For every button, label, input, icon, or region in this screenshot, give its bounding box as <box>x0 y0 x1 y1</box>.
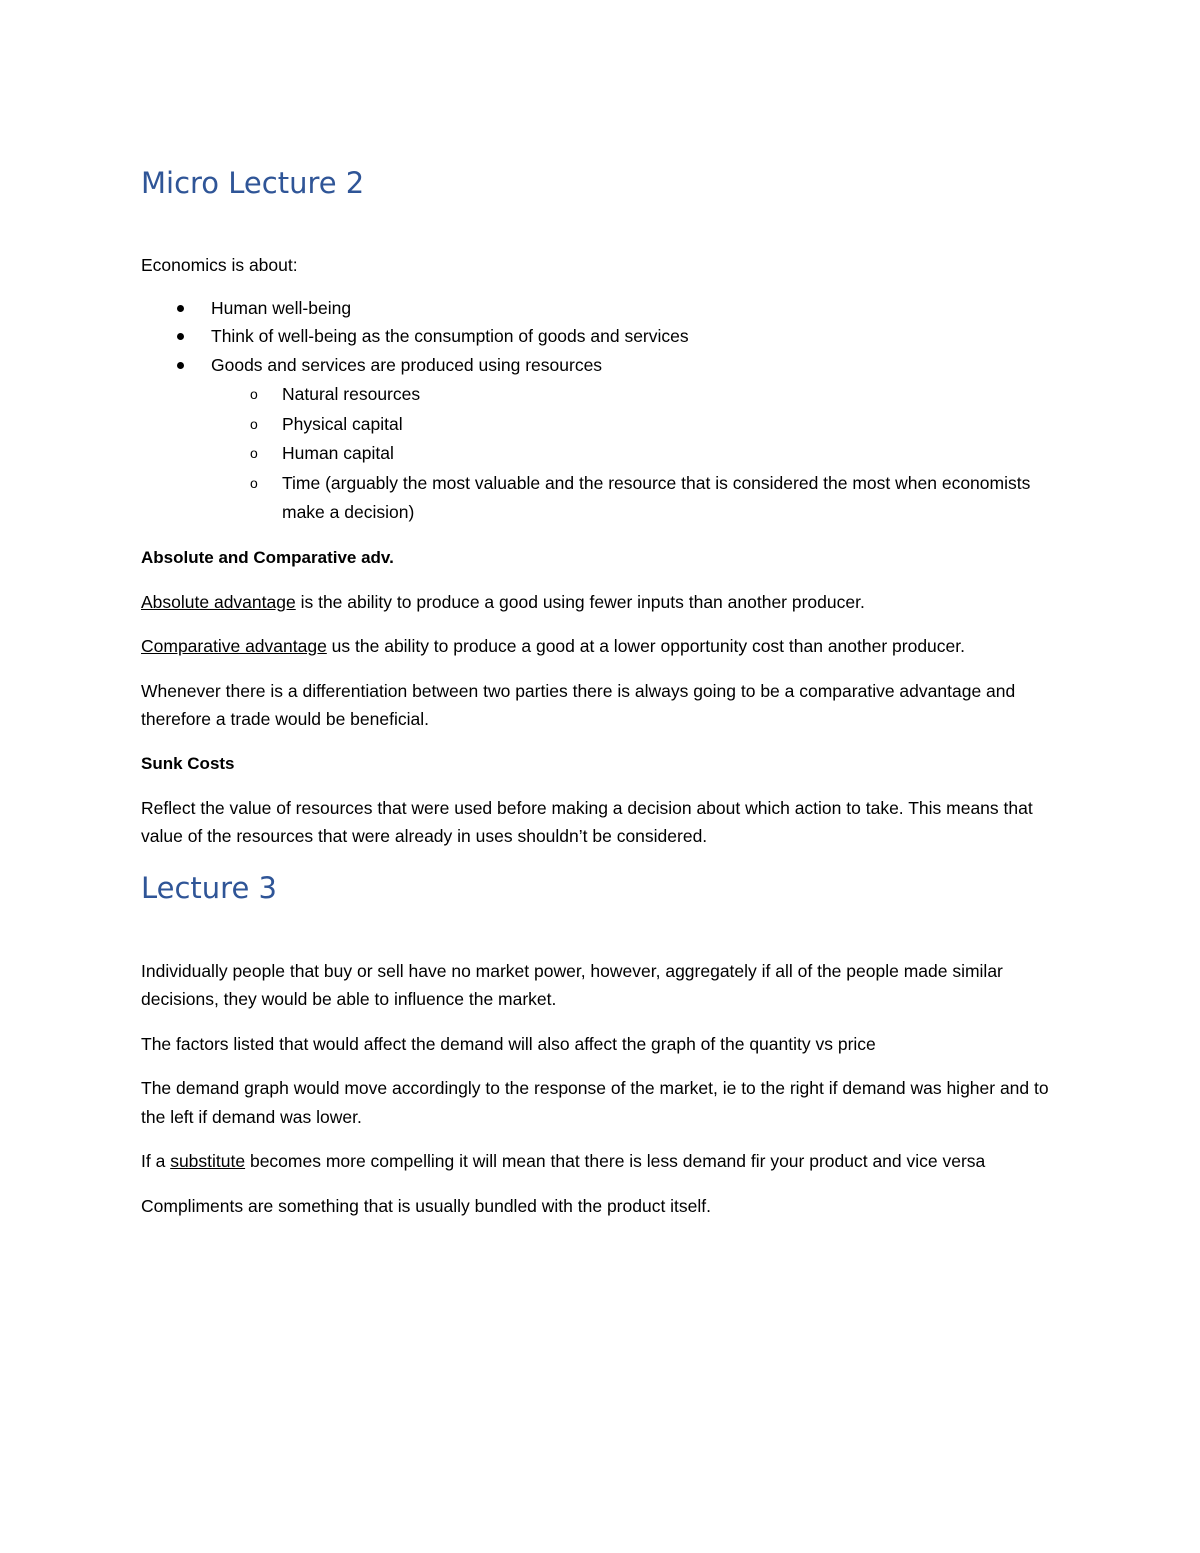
bullet-icon <box>177 333 184 340</box>
document-title: Micro Lecture 2 <box>141 166 365 200</box>
market-power-paragraph: Individually people that buy or sell have no market power, however, aggregately if all of the people made similar decisions, they would be able to influence the market. <box>141 960 1003 1009</box>
sub-bullet-list <box>211 380 1071 528</box>
demand-graph-paragraph: The demand graph would move accordingly to the response of the market, ie to the right if demand was higher and to the left if demand was lower. <box>141 1078 1049 1127</box>
substitute-term: substitute <box>170 1151 246 1171</box>
intro-text: Economics is about: <box>141 255 298 275</box>
document-body <box>141 160 1071 1236</box>
sunk-costs-paragraph: Reflect the value of resources that were used before making a decision about which action to take. This means that value of the resources that were already in uses shouldn’t be considered. <box>141 797 1033 846</box>
sub-list-item: o Human capital <box>141 439 1071 469</box>
absolute-advantage-paragraph: Absolute advantage is the ability to produce a good using fewer inputs than another producer. <box>141 591 865 612</box>
list-item: Goods and services are produced using resources o Natural resources o Physical capital o Human capital o Time (arguably the most valuable and the resource that is considered the most when economists make a decision) <box>141 351 1071 528</box>
substitute-paragraph: If a substitute becomes more compelling it will mean that there is less demand fir your product and vice versa <box>141 1151 986 1171</box>
bullet-list <box>141 294 1071 528</box>
section-heading-advantage: Absolute and Comparative adv. <box>141 547 394 567</box>
comparative-advantage-term: Comparative advantage <box>141 636 327 656</box>
section-title-lecture-3: Lecture 3 <box>141 870 277 905</box>
sub-list-item: o Physical capital <box>141 410 1071 440</box>
circle-bullet-icon: o <box>250 445 258 461</box>
demand-factors-paragraph: The factors listed that would affect the demand will also affect the graph of the quantity vs price <box>141 1033 876 1054</box>
bullet-icon <box>177 362 184 369</box>
list-item: Think of well-being as the consumption of goods and services <box>141 322 1071 351</box>
circle-bullet-icon: o <box>250 386 258 402</box>
section-heading-sunk-costs: Sunk Costs <box>141 753 235 773</box>
circle-bullet-icon: o <box>250 474 258 491</box>
sub-list-item: o Natural resources <box>141 380 1071 410</box>
bullet-icon <box>177 305 184 312</box>
circle-bullet-icon: o <box>250 415 258 432</box>
comparative-advantage-paragraph: Comparative advantage us the ability to produce a good at a lower opportunity cost than another producer. <box>141 636 965 656</box>
differentiation-paragraph: Whenever there is a differentiation between two parties there is always going to be a comparative advantage and therefore a trade would be beneficial. <box>141 680 1016 729</box>
absolute-advantage-term: Absolute advantage <box>141 591 296 612</box>
compliments-paragraph: Compliments are something that is usually bundled with the product itself. <box>141 1195 712 1216</box>
sub-list-item: o Time (arguably the most valuable and the resource that is considered the most when economists make a decision) <box>141 469 1071 528</box>
list-item: Human well-being <box>141 294 1071 323</box>
